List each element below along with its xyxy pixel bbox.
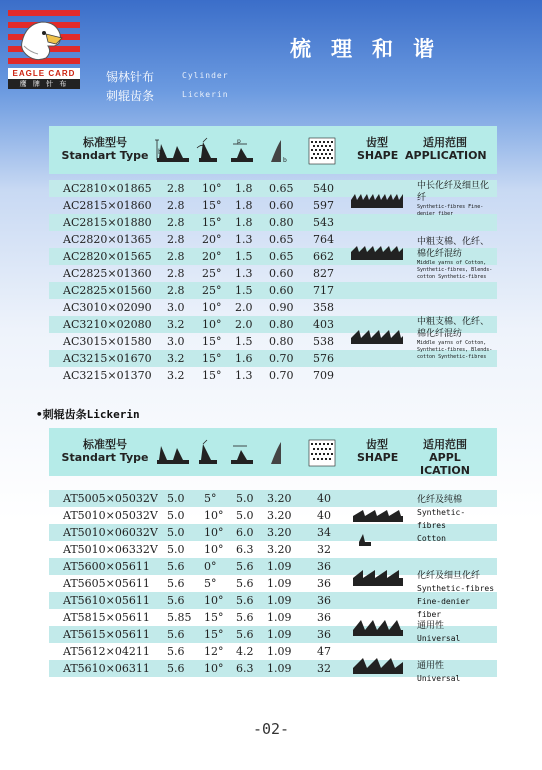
table-cell: 6.3 [236,662,254,675]
nav-cylinder-en: Cylinder [182,71,229,80]
table-cell: AT5815×05611 [63,611,150,624]
table-cell: 1.8 [235,182,253,195]
table-cell: 0.80 [269,216,294,229]
nav-cylinder-cn: 锡林针布 [106,70,155,84]
table-cell: 1.09 [267,594,292,607]
table-cell: 3.2 [167,352,185,365]
header-name-cn: 标准型号 [83,136,127,149]
table-cell: 10° [204,594,224,607]
cylinder-table [49,126,497,384]
eagle-icon [16,16,66,66]
table-cell: 0° [204,560,217,573]
angle-icon [195,136,221,164]
table-cell: 543 [313,216,334,229]
table-cell: AC2825×01560 [63,284,152,297]
table-cell: AC3215×01370 [63,369,152,382]
header-shape-cn: 齿型 [366,438,388,451]
table-cell: 538 [313,335,334,348]
application-l2: 化纤及细旦化纤 Synthetic-fibres Fine-denier fiber [417,571,495,619]
table-cell: AT5605×05611 [63,577,150,590]
table-cell: 10° [204,526,224,539]
table-cell: 36 [317,577,331,590]
header-app-en: APPL ICATION [420,451,470,477]
table-cell: 5.0 [167,509,185,522]
table-cell: 20° [202,250,222,263]
header-app-cn: 适用范围 [423,136,467,149]
table-cell: 1.3 [235,369,253,382]
table-cell: 6.0 [236,526,254,539]
header-shape-en: SHAPE [357,451,399,464]
table-cell: 1.09 [267,560,292,573]
table-cell: 1.5 [235,284,253,297]
table-cell: 1.3 [235,267,253,280]
table-cell: 15° [204,628,224,641]
table-cell: 32 [317,543,331,556]
table-cell: 2.8 [167,284,185,297]
table-cell: 764 [313,233,334,246]
table-cell: 0.65 [269,182,294,195]
table-cell: 4.2 [236,645,254,658]
table-cell: 5.85 [167,611,192,624]
table-cell: 1.09 [267,611,292,624]
table-cell: 1.8 [235,216,253,229]
table-cell: 36 [317,611,331,624]
table-cell: 40 [317,492,331,505]
lickerin-rows [49,490,497,683]
tooth-shape-universal-2-icon [353,658,403,674]
table-cell: 20° [202,233,222,246]
table-cell: 2.8 [167,182,185,195]
cylinder-rows [49,180,497,384]
table-cell: AT5010×05032V [63,509,158,522]
table-cell: AT5005×05032V [63,492,158,505]
table-cell: 709 [313,369,334,382]
tooth-shape-coarse-icon [351,328,403,344]
table-cell: AC2825×01360 [63,267,152,280]
table-row [49,282,497,299]
table-cell: AT5610×06311 [63,662,150,675]
table-cell: 10° [202,318,222,331]
table-cell: 0.65 [269,233,294,246]
table-cell: 0.70 [269,369,294,382]
svg-text:p: p [237,138,241,145]
table-cell: AC3210×02080 [63,318,152,331]
application-l1: 化纤及纯棉 Synthetic- fibres Cotton [417,495,466,543]
nav-lickerin-cn: 刺辊齿条 [106,89,155,103]
lickerin-section-title: •刺辊齿条Lickerin [36,408,140,421]
table-cell: 15° [202,369,222,382]
nav-cylinder [106,68,229,85]
table-cell: AC2820×01565 [63,250,152,263]
table-cell: 1.6 [235,352,253,365]
table-cell: 15° [202,199,222,212]
table-cell: 5.6 [167,594,185,607]
tooth-height-icon [155,438,191,466]
table-cell: 5.6 [236,628,254,641]
table-cell: 597 [313,199,334,212]
table-cell: 3.2 [167,369,185,382]
header-name-cn: 标准型号 [83,438,127,451]
sym-b: b [283,157,287,164]
table-cell: AC3215×01670 [63,352,152,365]
table-cell: 15° [202,352,222,365]
table-cell: 0.60 [269,267,294,280]
table-cell: 5.6 [236,611,254,624]
cylinder-table-header [49,126,497,174]
header-shape-cn: 齿型 [366,136,388,149]
table-cell: 15° [204,611,224,624]
svg-text:h: h [158,148,163,156]
table-cell: 5.0 [167,492,185,505]
table-cell: 5.6 [167,560,185,573]
table-cell: 5.0 [236,509,254,522]
table-cell: 662 [313,250,334,263]
table-cell: 5.6 [167,577,185,590]
table-cell: 576 [313,352,334,365]
brand-name-cn: 鹰 牌 针 布 [8,79,80,89]
table-cell: 2.8 [167,199,185,212]
table-cell: 0.80 [269,318,294,331]
pitch-icon [229,136,255,164]
density-icon [307,132,337,166]
table-cell: 36 [317,628,331,641]
header-name-en: Standart Type [61,149,149,162]
tooth-shape-medium-icon [351,244,403,260]
table-cell: 5.6 [167,645,185,658]
table-cell: 25° [202,284,222,297]
table-cell: AC2815×01880 [63,216,152,229]
table-cell: AC2820×01365 [63,233,152,246]
table-cell: 3.20 [267,492,292,505]
nav-lickerin-en: Lickerin [182,90,229,99]
table-cell: 5° [204,577,217,590]
table-cell: 1.09 [267,662,292,675]
table-cell: AT5600×05611 [63,560,150,573]
table-cell: 0.90 [269,301,294,314]
table-cell: 0.80 [269,335,294,348]
table-cell: AC2810×01865 [63,182,152,195]
table-cell: 827 [313,267,334,280]
table-cell: 5.6 [167,628,185,641]
header-app-cn: 适用范围 [423,438,467,451]
table-cell: 2.8 [167,250,185,263]
thickness-icon [265,136,291,166]
table-cell: 3.20 [267,509,292,522]
table-cell: 15° [202,216,222,229]
table-cell: 10° [202,182,222,195]
table-cell: 0.70 [269,352,294,365]
table-cell: 5.0 [167,526,185,539]
table-cell: 2.0 [235,318,253,331]
table-cell: AT5612×04211 [63,645,150,658]
table-cell: 0.60 [269,199,294,212]
table-cell: 10° [204,662,224,675]
table-cell: 5.6 [236,594,254,607]
table-cell: 5.6 [236,577,254,590]
tooth-shape-lickerin-a-icon [353,570,403,586]
table-cell: 403 [313,318,334,331]
lickerin-table [49,428,497,683]
table-cell: 6.3 [236,543,254,556]
table-cell: 5.6 [236,560,254,573]
header-app-en: APPLICATION [405,149,487,162]
application-2: 中粗支棉、化纤、棉化纤混纺 Middle yarns of Cotton, Synthetic-fibres, Blends-cotton Synthetic-fibres [417,237,493,280]
table-cell: 1.09 [267,577,292,590]
angle-icon [195,438,221,466]
table-cell: 36 [317,594,331,607]
tooth-shape-lickerin-v-icon [353,508,403,552]
table-cell: AT5610×05611 [63,594,150,607]
table-cell: 32 [317,662,331,675]
table-cell: 540 [313,182,334,195]
table-cell: 1.09 [267,628,292,641]
tooth-shape-universal-icon [353,620,403,636]
pitch-icon [229,438,255,466]
table-row [49,367,497,384]
table-cell: 3.0 [167,301,185,314]
table-cell: 3.20 [267,526,292,539]
table-cell: 47 [317,645,331,658]
table-cell: AT5615×05611 [63,628,150,641]
table-cell: 1.8 [235,199,253,212]
table-cell: 25° [202,267,222,280]
nav-lickerin [106,87,229,104]
page-title: 梳理和谐 [290,37,454,61]
density-icon [307,434,337,468]
table-cell: 0.60 [269,284,294,297]
table-cell: AT5010×06032V [63,526,158,539]
table-cell: 717 [313,284,334,297]
table-cell: 10° [202,301,222,314]
table-row [49,643,497,660]
application-l4: 通用性 Universal [417,661,461,683]
tooth-shape-fine-icon [351,192,403,208]
table-cell: AT5010×06332V [63,543,158,556]
table-cell: 2.0 [235,301,253,314]
table-cell: 34 [317,526,331,539]
thickness-icon [265,438,291,468]
table-cell: 1.09 [267,645,292,658]
table-cell: 5.6 [167,662,185,675]
table-cell: 3.20 [267,543,292,556]
table-cell: 10° [204,509,224,522]
table-cell: 40 [317,509,331,522]
table-cell: 1.3 [235,233,253,246]
table-cell: 10° [204,543,224,556]
page-number: -02- [252,720,290,738]
table-cell: 3.0 [167,335,185,348]
table-cell: 5° [204,492,217,505]
table-cell: AC2815×01860 [63,199,152,212]
table-cell: 358 [313,301,334,314]
table-row [49,299,497,316]
brand-name: EAGLE CARD [8,68,80,79]
lickerin-table-header [49,428,497,476]
table-cell: 2.8 [167,267,185,280]
application-l3: 通用性 Universal [417,621,461,643]
table-cell: 36 [317,560,331,573]
table-cell: 1.5 [235,335,253,348]
table-cell: 15° [202,335,222,348]
table-cell: 2.8 [167,216,185,229]
table-cell: 12° [204,645,224,658]
table-cell: 5.0 [236,492,254,505]
application-3: 中粗支棉、化纤、棉化纤混纺 Middle yarns of Cotton, Synthetic-fibres, Blends-cotton Synthetic-fibres [417,317,493,360]
tooth-height-icon [155,136,191,164]
header-shape-en: SHAPE [357,149,399,162]
table-cell: 2.8 [167,233,185,246]
header-name-en: Standart Type [61,451,149,464]
table-cell: 0.65 [269,250,294,263]
table-cell: 3.2 [167,318,185,331]
application-1: 中长化纤及细旦化纤 Synthetic-fibres Fine-denier fiber [417,181,490,217]
table-cell: 5.0 [167,543,185,556]
table-cell: AC3015×01580 [63,335,152,348]
table-cell: 1.5 [235,250,253,263]
table-cell: AC3010×02090 [63,301,152,314]
